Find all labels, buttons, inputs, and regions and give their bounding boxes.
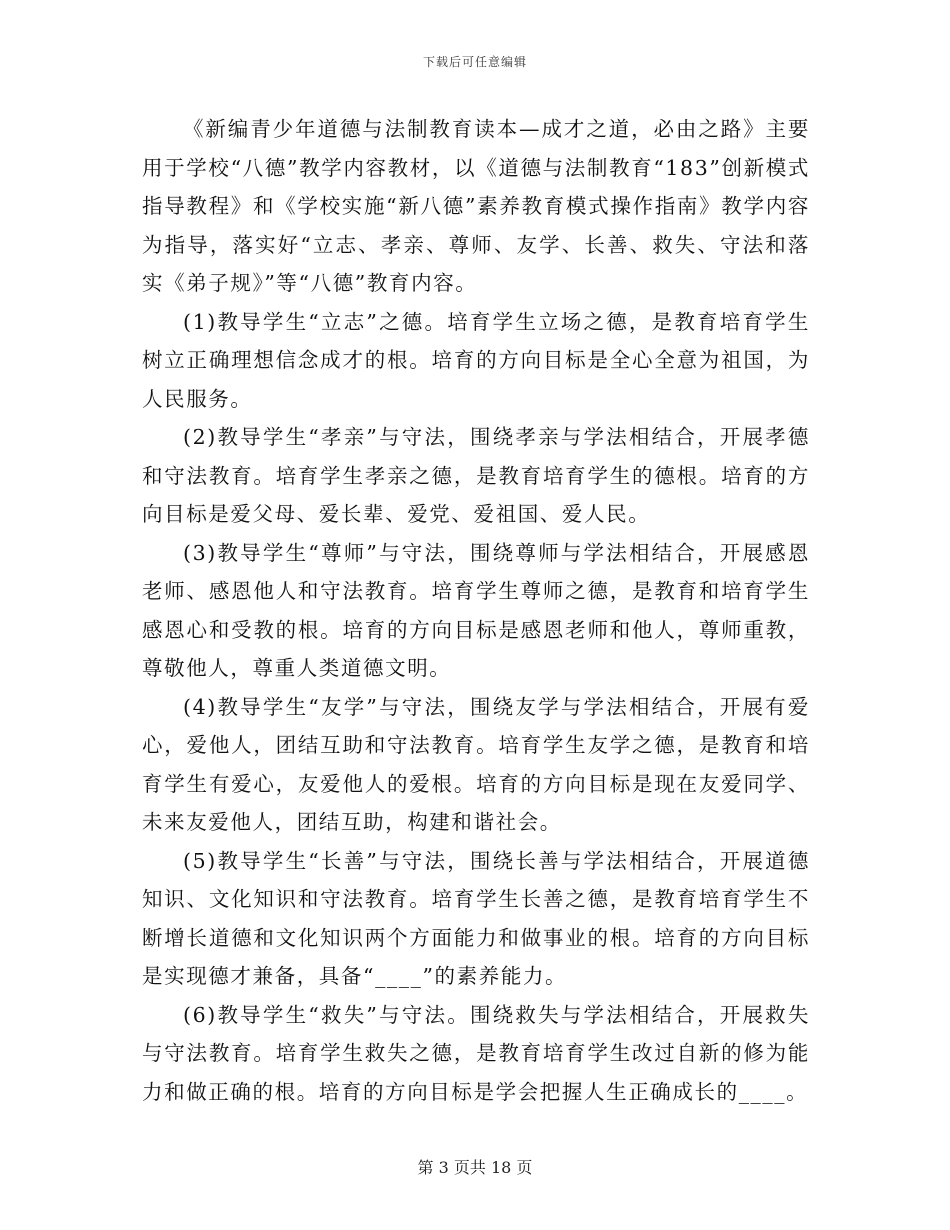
paragraph-6-jiushi: (6)教导学生“救失”与守法。围绕救失与学法相结合，开展救失与守法教育。培育学生救失之德，是教育培育学生改过自新的修为能力和做正确的根。培育的方向目标是学会把握人生正确成长的____。	[142, 1002, 810, 1104]
page-number-footer: 第 3 页共 18 页	[417, 1158, 533, 1177]
intro-paragraph: 《新编青少年道德与法制教育读本—成才之道，必由之路》主要用于学校“八德”教学内容教材，以《道德与法制教育“183”创新模式指导教程》和《学校实施“新八德”素养教育模式操作指南》教学内容为指导，落实好“立志、孝亲、尊师、友学、长善、救失、守法和落实《弟子规》”等“八德”教育内容。	[142, 117, 810, 295]
paragraph-3-zunshi: (3)教导学生“尊师”与守法，围绕尊师与学法相结合，开展感恩老师、感恩他人和守法教育。培育学生尊师之德，是教育和培育学生感恩心和受教的根。培育的方向目标是感恩老师和他人，尊师重教，尊敬他人，尊重人类道德文明。	[142, 540, 810, 680]
paragraph-2-xiaoqin: (2)教导学生“孝亲”与守法，围绕孝亲与学法相结合，开展孝德和守法教育。培育学生孝亲之德，是教育培育学生的德根。培育的方向目标是爱父母、爱长辈、爱党、爱祖国、爱人民。	[142, 425, 810, 526]
paragraph-1-lizhi: (1)教导学生“立志”之德。培育学生立场之德，是教育培育学生树立正确理想信念成才的根。培育的方向目标是全心全意为祖国，为人民服务。	[142, 309, 810, 411]
paragraph-5-changshan: (5)教导学生“长善”与守法，围绕长善与学法相结合，开展道德知识、文化知识和守法教育。培育学生长善之德，是教育培育学生不断增长道德和文化知识两个方面能力和做事业的根。培育的方向目标是实现德才兼备，具备“____”的素养能力。	[142, 848, 810, 988]
paragraph-4-youxue: (4)教导学生“友学”与守法，围绕友学与学法相结合，开展有爱心，爱他人，团结互助和守法教育。培育学生友学之德，是教育和培育学生有爱心，友爱他人的爱根。培育的方向目标是现在友爱同学、未来友爱他人，团结互助，构建和谐社会。	[142, 694, 810, 834]
document-body	[142, 110, 810, 1111]
page-header: 下载后可任意编辑	[422, 55, 527, 69]
